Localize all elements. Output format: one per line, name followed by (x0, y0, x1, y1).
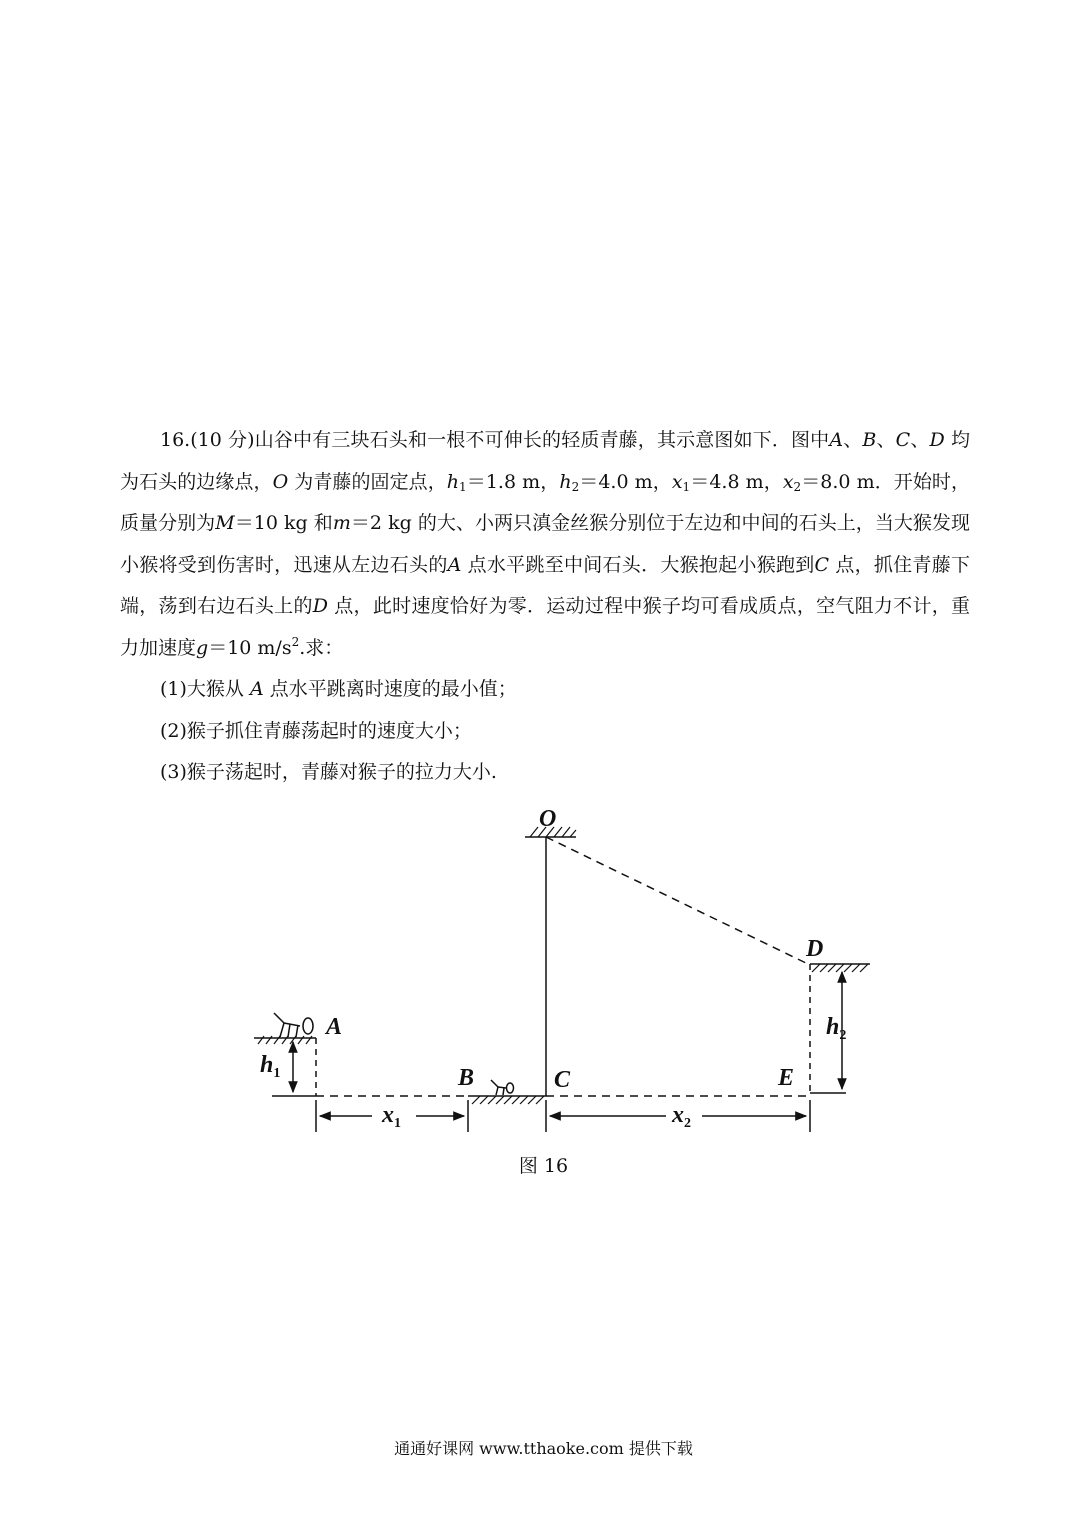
label-h2: $h_2$ (826, 1014, 847, 1043)
var-x1: x (671, 470, 683, 493)
var-m: m (332, 512, 351, 534)
label-x1: $x_1$ (382, 1102, 401, 1131)
label-B: B (458, 1065, 475, 1091)
var-subscript: 1 (459, 479, 467, 494)
value-m: ＝2 kg 的大、小两只滇金丝猴分别位于左边和中间的石头上，当大猴发现小猴将受到伤害时，迅速从左边石头的 (120, 512, 970, 576)
var-D: D (312, 595, 328, 617)
var-subscript: 2 (793, 479, 802, 494)
question-text: (1)大猴从 (160, 678, 244, 700)
figure-caption: 图 16 (518, 1155, 569, 1177)
var-x2: x (782, 470, 794, 493)
value-h2: ＝4.0 m， (579, 470, 672, 493)
label-h1: $h_1$ (260, 1052, 281, 1081)
stem-separator: 、 (843, 429, 863, 451)
problem-16 (120, 420, 970, 794)
var-A: A (447, 553, 462, 576)
value-M: ＝10 kg 和 (234, 512, 333, 534)
var-subscript: 2 (571, 479, 580, 494)
stem-text: 为青藤的固定点， (288, 470, 447, 493)
question-1 (120, 669, 970, 711)
value-x1: ＝4.8 m， (690, 470, 783, 493)
var-superscript: 2 (291, 634, 300, 649)
small-monkey-icon (491, 1080, 514, 1095)
var-O: O (272, 470, 289, 493)
question-3: (3)猴子荡起时，青藤对猴子的拉力大小. (160, 761, 497, 783)
diagram-svg (250, 800, 890, 1140)
label-C: C (554, 1067, 571, 1093)
label-x2: $x_2$ (672, 1102, 691, 1131)
page-footer: 通通好课网 www.tthaoke.com 提供下载 (394, 1439, 693, 1458)
stem-text: 点，此时速度恰好为零．运动过程中猴子均可看成质点，空气阻力不计，重力加速度 (120, 595, 970, 659)
var-C: C (895, 429, 911, 451)
figure-16 (250, 800, 890, 1140)
value-g: ＝10 m/s (208, 636, 292, 659)
value-h1: ＝1.8 m， (466, 470, 560, 493)
stem-text: 均为石头的边缘点， (120, 429, 970, 493)
label-D: D (806, 936, 824, 962)
label-A: A (326, 1014, 343, 1040)
label-O: O (539, 806, 557, 832)
problem-number: 16. (160, 429, 191, 451)
var-g: g (196, 636, 209, 659)
var-h2: h (559, 470, 572, 493)
problem-points: (10 分) (190, 429, 255, 451)
problem-stem (120, 420, 970, 669)
var-h1: h (446, 470, 460, 493)
stem-text: 山谷中有三块石头和一根不可伸长的轻质青藤，其示意图如下．图中 (254, 429, 830, 451)
label-E: E (778, 1065, 795, 1091)
rock-BC (468, 1096, 546, 1104)
question-text: 点水平跳离时速度的最小值； (269, 678, 517, 700)
var-subscript: 1 (682, 479, 691, 494)
question-2: (2)猴子抓住青藤荡起时的速度大小； (160, 719, 472, 742)
stem-text: 点水平跳至中间石头．大猴抱起小猴跑到 (461, 553, 815, 576)
var-D: D (929, 429, 945, 451)
var-C: C (814, 553, 830, 576)
stem-text: 点，抓住青藤下端，荡到右边石头上的 (120, 553, 970, 617)
vine-swing (546, 837, 808, 964)
value-x2: ＝8.0 m．开始时，质量分别为 (120, 470, 970, 534)
var-A: A (829, 429, 844, 451)
stem-separator: 、 (910, 429, 930, 451)
var-M: M (215, 512, 235, 534)
var-A: A (249, 678, 264, 700)
stem-text: .求： (299, 636, 344, 659)
big-monkey-icon (274, 1013, 313, 1037)
var-B: B (862, 429, 877, 451)
stem-separator: 、 (876, 429, 896, 451)
